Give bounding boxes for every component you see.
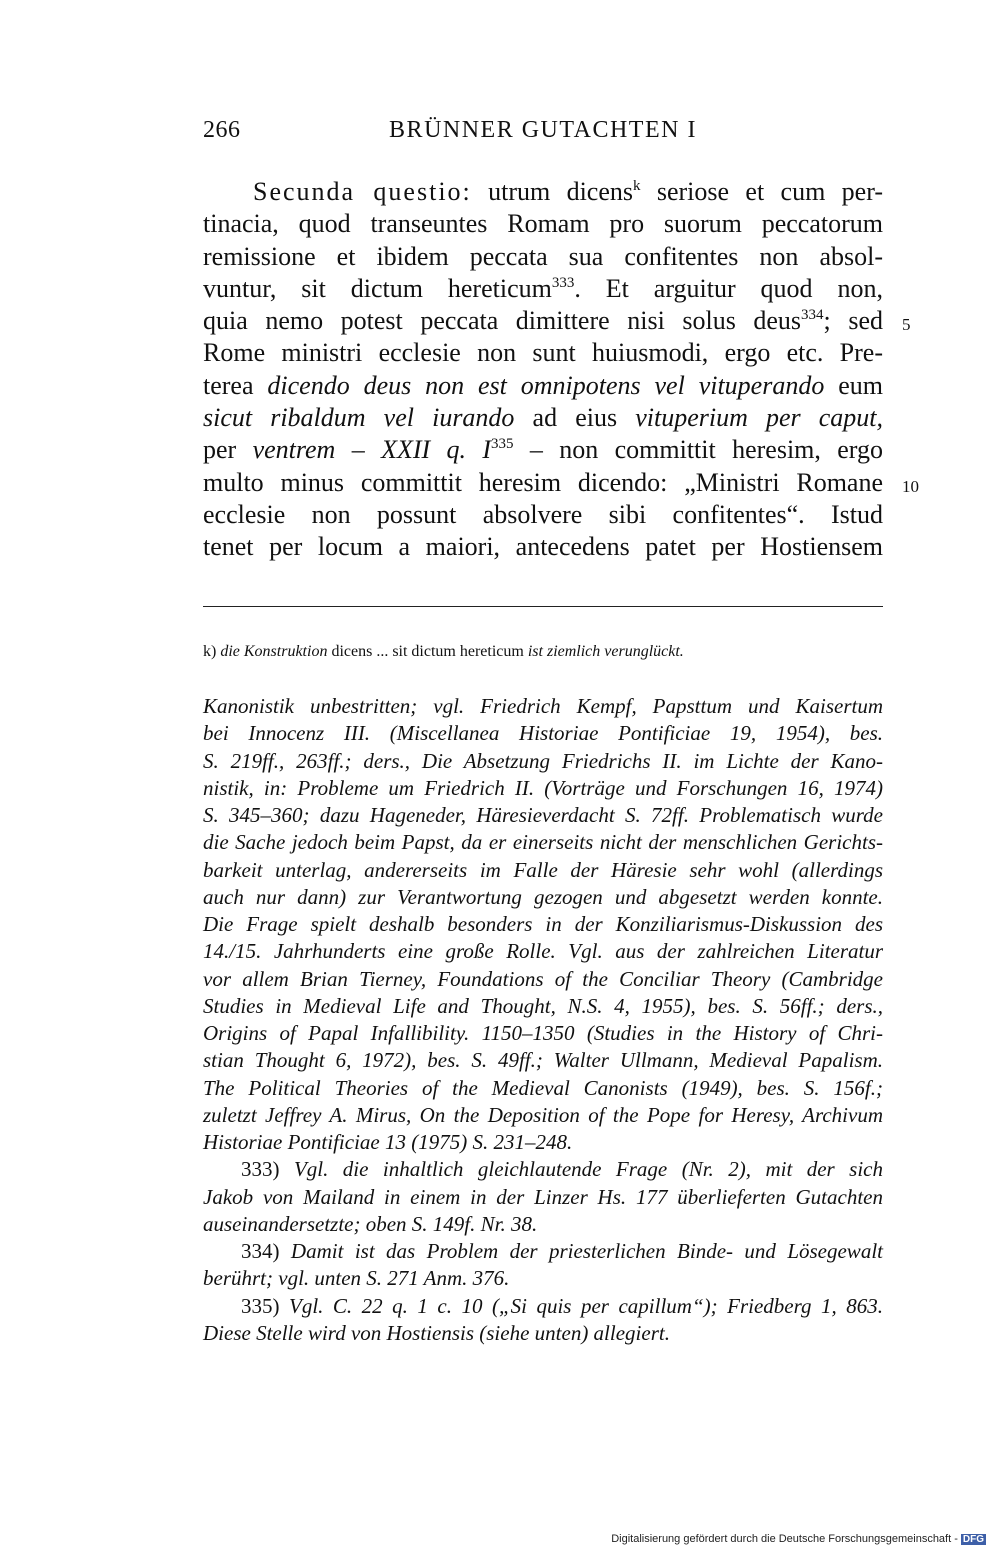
- note-line: S. 345–360; dazu Hageneder, Häresieverdacht S. 72ff. Problematisch wurde: [203, 803, 883, 827]
- note-line: Jakob von Mailand in einem in der Linzer Hs. 177 überlieferten Gutachten: [203, 1184, 883, 1209]
- note-line: barkeit unterlag, andererseits im Falle der Häresie sehr wohl (allerdings: [203, 857, 883, 882]
- running-title: BRÜNNER GUTACHTEN I: [389, 117, 697, 143]
- note-line: Origins of Papal Infallibility. 1150–1350 (Studies in the History of Chri-: [203, 1021, 883, 1045]
- note-line: Studies in Medieval Life and Thought, N.S. 4, 1955), bes. S. 56ff.; ders.,: [203, 993, 883, 1018]
- note-line: nistik, in: Probleme um Friedrich II. (Vorträge und Forschungen 16, 1974): [203, 775, 883, 800]
- text-line: quia nemo potest peccata dimittere nisi solus deus$^{334}$; sed: [203, 306, 883, 336]
- footnote-334: 334) Damit ist das Problem der priesterlichen Binde- und Lösegewalt: [241, 1239, 883, 1263]
- footnotes: [203, 693, 883, 1347]
- text-line: terea dicendo deus non est omnipotens vel vituperando eum: [203, 370, 883, 400]
- note-line: Diese Stelle wird von Hostiensis (siehe unten) allegiert.: [203, 1320, 670, 1345]
- note-line: die Sache jedoch beim Papst, da er einerseits nicht der menschlichen Gerichts-: [203, 830, 883, 855]
- note-line: S. 219ff., 263ff.; ders., Die Absetzung Friedrichs II. im Lichte der Kano-: [203, 748, 883, 773]
- page-header: [203, 117, 883, 149]
- text-line: per ventrem – XXII q. $I^{335}$ – non committit heresim, ergo: [203, 435, 883, 465]
- footnote-divider: [203, 606, 883, 607]
- note-line: 14./15. Jahrhunderts eine große Rolle. Vgl. aus der zahlreichen Literatur: [203, 939, 883, 964]
- text-line: sicut ribaldum vel iurando ad eius vituperium per caput,: [203, 403, 883, 433]
- text-line: Rome ministri ecclesie non sunt huiusmodi, ergo etc. Pre-: [203, 338, 883, 368]
- apparatus-note: k) die Konstruktion dicens ... sit dictum hereticum ist ziemlich verunglückt.: [203, 643, 684, 660]
- line-number-10: 10: [902, 477, 919, 496]
- page-number: 266: [203, 117, 241, 143]
- main-text: [203, 176, 883, 564]
- note-line: vor allem Brian Tierney, Foundations of the Conciliar Theory (Cambridge: [203, 966, 883, 991]
- footnote-333: 333) Vgl. die inhaltlich gleichlautende Frage (Nr. 2), mit der sich: [241, 1157, 883, 1182]
- text-line: tenet per locum a maiori, antecedens patet per Hostiensem: [203, 532, 883, 562]
- note-line: stian Thought 6, 1972), bes. S. 49ff.; Walter Ullmann, Medieval Papalism.: [203, 1048, 883, 1073]
- text-line: remissione et ibidem peccata sua confitentes non absol-: [203, 241, 883, 271]
- note-line: Die Frage spielt deshalb besonders in der Konziliarismus-Diskussion des: [203, 912, 883, 936]
- text-line: multo minus committit heresim dicendo: „Ministri Romane: [203, 467, 883, 497]
- footnote-ref: 334: [801, 307, 824, 324]
- text-line: tinacia, quod transeuntes Romam pro suorum peccatorum: [203, 209, 883, 239]
- note-line: The Political Theories of the Medieval Canonists (1949), bes. S. 156f.;: [203, 1075, 883, 1100]
- digitization-credit: Digitalisierung gefördert durch die Deutsche Forschungsgemeinschaft - DFG: [611, 1533, 984, 1545]
- text-line: vuntur, sit dictum hereticum$^{333}$. Et arguitur quod non,: [203, 273, 883, 303]
- footnote-ref: 335: [491, 436, 514, 453]
- note-line: bei Innocenz III. (Miscellanea Historiae Pontificiae 19, 1954), bes.: [203, 721, 883, 746]
- note-line: Historiae Pontificiae 13 (1975) S. 231–248.: [203, 1130, 573, 1154]
- dfg-logo: DFG: [962, 1533, 984, 1545]
- footnote-335: 335) Vgl. C. 22 q. 1 c. 10 („Si quis per capillum“); Friedberg 1, 863.: [241, 1293, 883, 1318]
- note-line: auseinandersetzte; oben S. 149f. Nr. 38.: [203, 1211, 538, 1236]
- note-line: berührt; vgl. unten S. 271 Anm. 376.: [203, 1266, 510, 1291]
- note-line: Kanonistik unbestritten; vgl. Friedrich Kempf, Papsttum und Kaisertum: [203, 694, 883, 718]
- line-number-5: 5: [902, 315, 911, 334]
- note-line: zuletzt Jeffrey A. Mirus, On the Deposition of the Pope for Heresy, Archivum: [203, 1102, 883, 1127]
- text-line: ecclesie non possunt absolvere sibi confitentes“. Istud: [203, 499, 883, 529]
- note-line: auch nur dann) zur Verantwortung gezogen und abgesetzt werden konnte.: [203, 884, 883, 909]
- text-line: Secunda questio: utrum dicens$^k$ seriose et cum per-: [253, 177, 883, 206]
- footnote-ref: 333: [551, 274, 575, 291]
